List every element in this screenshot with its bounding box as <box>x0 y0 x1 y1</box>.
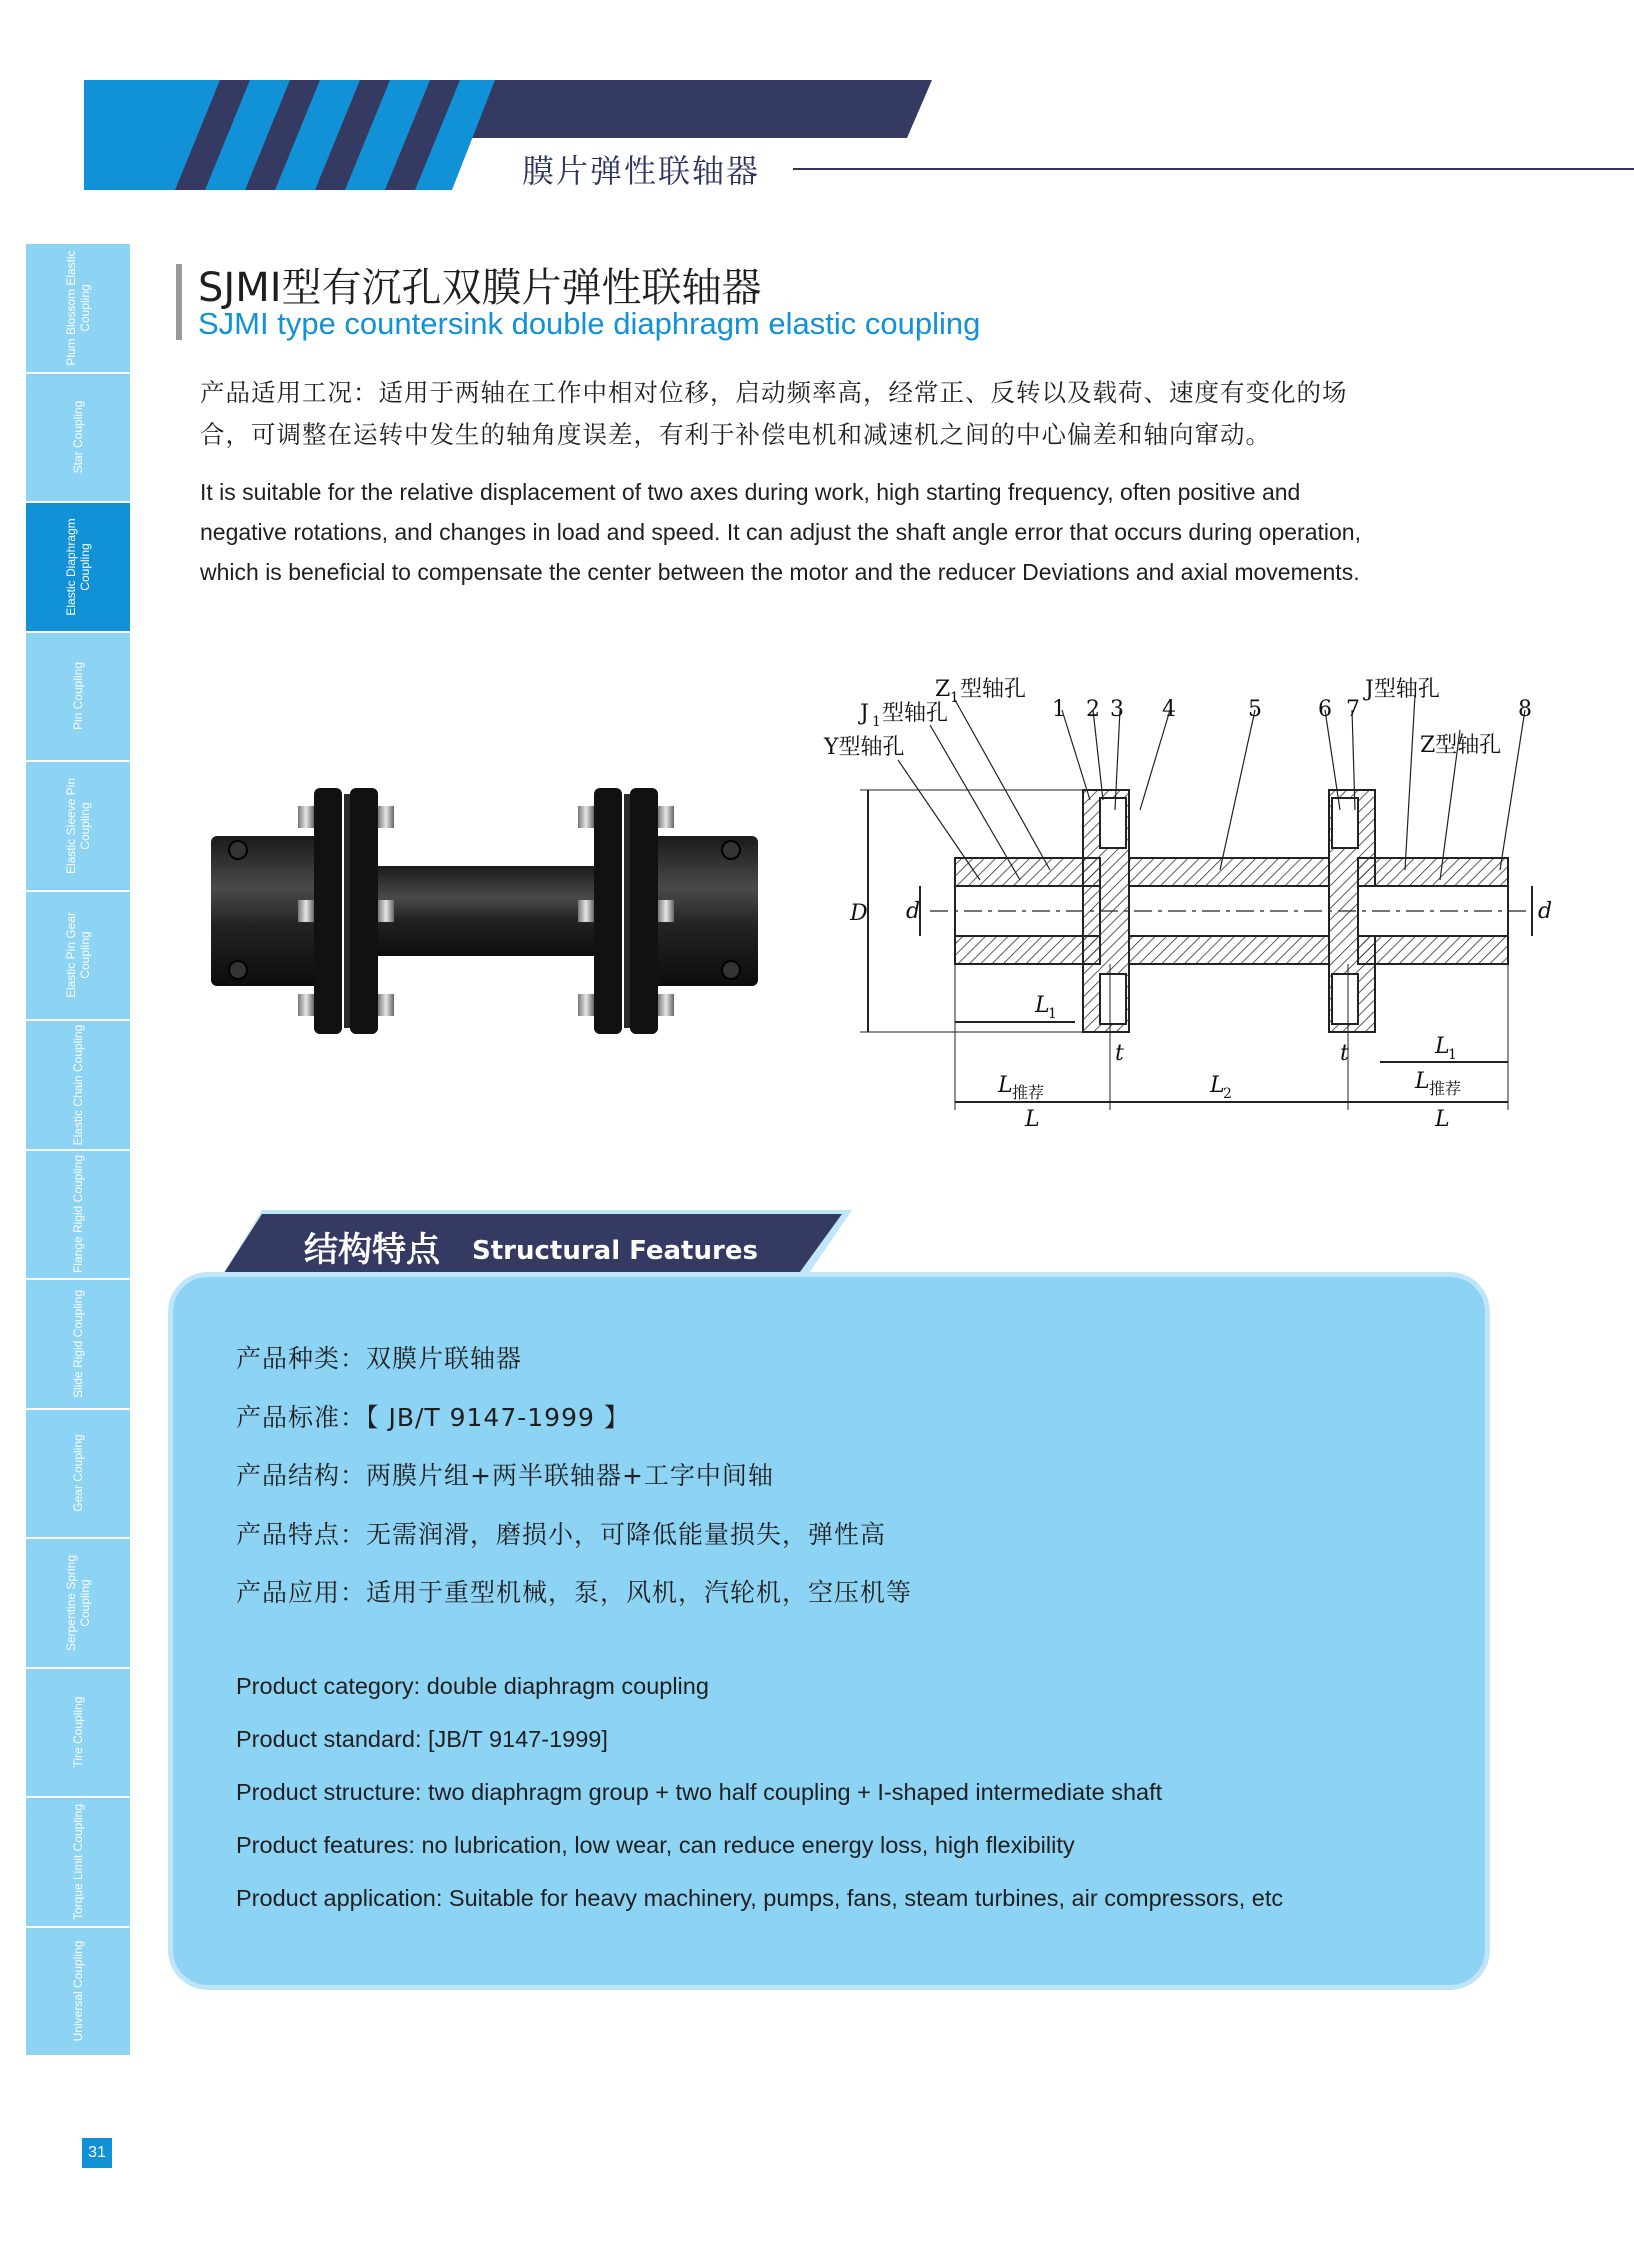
dim-d-right: d <box>1538 899 1553 924</box>
label-j1-sub: 1 <box>872 714 881 730</box>
intro-en <box>200 472 1540 592</box>
feature-row-cn: 产品应用：适用于重型机械，泵，风机，汽轮机，空压机等 <box>236 1578 913 1607</box>
dim-L1-left-sub: 1 <box>1048 1006 1057 1022</box>
intro-en-line: It is suitable for the relative displacement of two axes during work, high starting frequency, often positive and <box>200 479 1301 505</box>
intro-cn-line: 产品适用工况：适用于两轴在工作中相对位移，启动频率高，经常正、反转以及载荷、速度有变化的场 <box>200 378 1348 407</box>
side-tab-elastic-sleeve-pin[interactable] <box>26 762 130 892</box>
part-number: 1 <box>1052 697 1066 722</box>
dim-L-right: L <box>1435 1107 1450 1130</box>
dim-t-right: t <box>1340 1041 1349 1066</box>
dim-d-left: d <box>906 899 921 924</box>
feature-row-en: Product structure: two diaphragm group + two half coupling + I-shaped intermediate shaft <box>236 1779 1163 1805</box>
features-list-cn <box>236 1330 912 1623</box>
side-tab-label: Flange Rigid Coupling <box>71 1155 85 1274</box>
dim-t-left: t <box>1115 1041 1124 1066</box>
dim-L2-sub: 2 <box>1223 1086 1232 1102</box>
product-title-en: SJMI type countersink double diaphragm elastic coupling <box>198 306 981 341</box>
coupling-photo-graphic <box>206 770 766 1050</box>
feature-row-cn: 产品结构：两膜片组+两半联轴器+工字中间轴 <box>236 1461 774 1490</box>
label-j1-suffix: 型轴孔 <box>882 701 949 726</box>
feature-row-cn: 产品种类：双膜片联轴器 <box>236 1344 523 1373</box>
label-j1-prefix: J <box>860 701 869 726</box>
part-number: 2 <box>1086 697 1100 722</box>
feature-row-en: Product standard: [JB/T 9147-1999] <box>236 1726 608 1752</box>
dim-L1-right-sub: 1 <box>1448 1047 1457 1063</box>
side-tab-label: Plum Blossom Elastic Coupling <box>64 250 92 366</box>
side-tab-label: Torque Limit Coupling <box>71 1803 85 1920</box>
label-z: Z型轴孔 <box>1420 733 1502 758</box>
drawing-graphic <box>820 660 1560 1130</box>
feature-row-cn: 产品标准：【 JB/T 9147-1999 】 <box>236 1402 630 1432</box>
dim-L1-left: L <box>1035 993 1050 1018</box>
dim-L-rec-right-sub: 推荐 <box>1429 1079 1462 1098</box>
side-tab-elastic-diaphragm[interactable] <box>26 503 130 633</box>
side-tab-label: Gear Coupling <box>71 1434 85 1512</box>
part-number: 4 <box>1162 697 1176 722</box>
intro-en-line: negative rotations, and changes in load and speed. It can adjust the shaft angle error that occurs during operation, <box>200 519 1361 545</box>
feature-row-en: Product category: double diaphragm coupling <box>236 1673 709 1699</box>
side-nav <box>26 244 130 2057</box>
side-tab-label: Elastic Pin Gear Coupling <box>64 912 92 999</box>
side-tab-label: Elastic Diaphragm Coupling <box>64 518 92 616</box>
label-z1-prefix: Z <box>935 677 951 702</box>
part-number: 8 <box>1518 697 1532 722</box>
side-tab-pin[interactable] <box>26 633 130 763</box>
side-tab-torque-limit[interactable] <box>26 1798 130 1928</box>
dim-D: D <box>850 901 868 926</box>
product-title-cn: SJMI型有沉孔双膜片弹性联轴器 <box>198 265 762 311</box>
side-tab-elastic-chain[interactable] <box>26 1021 130 1151</box>
banner-graphic <box>0 0 1634 200</box>
header-divider <box>793 168 1634 170</box>
side-tab-serpentine-spring[interactable] <box>26 1539 130 1669</box>
dim-L-rec-left: L <box>998 1073 1013 1098</box>
side-tab-label: Serpentine Spring Coupling <box>64 1554 92 1651</box>
side-tab-gear[interactable] <box>26 1410 130 1540</box>
header-banner <box>0 0 1634 200</box>
side-tab-label: Pin Coupling <box>71 662 85 731</box>
title-accent-bar <box>176 264 182 340</box>
side-tab-label: Slide Rigid Coupling <box>71 1289 85 1398</box>
side-tab-plum-blossom[interactable] <box>26 244 130 374</box>
part-number: 6 <box>1318 697 1332 722</box>
intro-en-line: which is beneficial to compensate the center between the motor and the reducer Deviations and axial movements. <box>200 559 1360 585</box>
part-number: 7 <box>1346 697 1360 722</box>
part-number: 5 <box>1248 697 1262 722</box>
dim-L-rec-right: L <box>1415 1069 1430 1094</box>
side-tab-slide-rigid[interactable] <box>26 1280 130 1410</box>
dim-L2: L <box>1210 1073 1225 1098</box>
side-tab-label: Elastic Sleeve Pin Coupling <box>64 777 92 874</box>
side-tab-universal[interactable] <box>26 1928 130 2058</box>
side-tab-label: Star Coupling <box>71 400 85 474</box>
dim-L-left: L <box>1025 1107 1040 1130</box>
intro-cn <box>200 372 1540 456</box>
coupling-technical-drawing <box>820 660 1560 1130</box>
label-z1-suffix: 型轴孔 <box>960 677 1027 702</box>
label-j: J型轴孔 <box>1365 677 1440 702</box>
features-list-en <box>236 1660 1283 1925</box>
feature-row-en: Product features: no lubrication, low wear, can reduce energy loss, high flexibility <box>236 1832 1075 1858</box>
features-title-cn: 结构特点 <box>304 1230 440 1270</box>
side-tab-label: Universal Coupling <box>71 1940 85 2042</box>
part-number: 3 <box>1110 697 1124 722</box>
side-tab-tire[interactable] <box>26 1669 130 1799</box>
features-title-en: Structural Features <box>472 1236 758 1266</box>
coupling-photo <box>206 770 766 1050</box>
side-tab-elastic-pin-gear[interactable] <box>26 892 130 1022</box>
side-tab-label: Tire Coupling <box>71 1696 85 1768</box>
label-z1-sub: 1 <box>950 690 959 706</box>
side-tab-star[interactable] <box>26 374 130 504</box>
page-number: 31 <box>82 2138 112 2168</box>
feature-row-cn: 产品特点：无需润滑，磨损小，可降低能量损失，弹性高 <box>236 1519 887 1549</box>
dim-L1-right: L <box>1435 1034 1450 1059</box>
side-tab-label: Elastic Chain Coupling <box>71 1024 85 1146</box>
label-y: Y型轴孔 <box>824 735 905 760</box>
feature-row-en: Product application: Suitable for heavy machinery, pumps, fans, steam turbines, air compressors, etc <box>236 1885 1284 1911</box>
side-tab-flange-rigid[interactable] <box>26 1151 130 1281</box>
dim-L-rec-left-sub: 推荐 <box>1012 1083 1045 1102</box>
section-title: 膜片弹性联轴器 <box>522 152 761 190</box>
intro-cn-line: 合，可调整在运转中发生的轴角度误差，有利于补偿电机和减速机之间的中心偏差和轴向窜动。 <box>200 420 1271 449</box>
